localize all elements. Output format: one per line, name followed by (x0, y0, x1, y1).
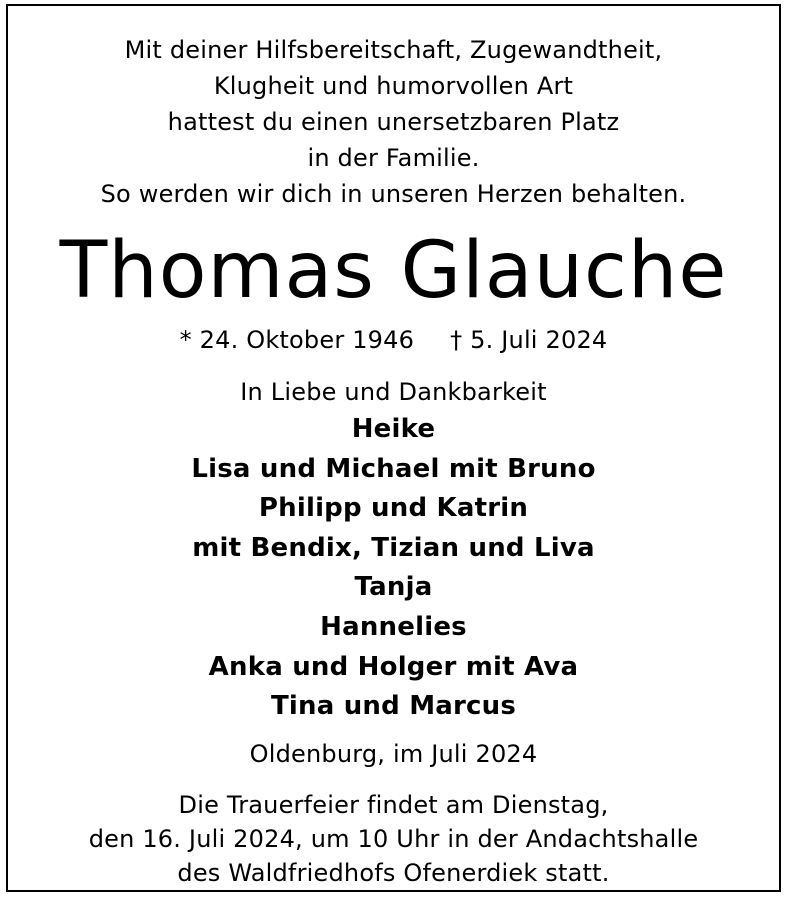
service-line: den 16. Juli 2024, um 10 Uhr in der Andachtshalle (88, 825, 699, 853)
service-line: Die Trauerfeier findet am Dienstag, (178, 791, 609, 819)
mourner-line: Philipp und Katrin (258, 493, 529, 524)
mourner-line: Hannelies (320, 611, 467, 642)
thanks-line: In Liebe und Dankbarkeit (240, 378, 547, 406)
service-line: des Waldfriedhofs Ofenerdiek statt. (177, 859, 610, 887)
life-dates (8, 322, 779, 358)
mourner-line: Tina und Marcus (270, 691, 517, 722)
mourner-line: Lisa und Michael mit Bruno (191, 453, 596, 484)
funeral-service-info (8, 788, 779, 890)
mourner-line: Heike (351, 414, 436, 444)
intro-line: in der Familie. (307, 144, 480, 172)
intro-line: Mit deiner Hilfsbereitschaft, Zugewandtheit, (124, 36, 663, 64)
mourner-line: mit Bendix, Tizian und Liva (192, 532, 595, 563)
intro-line: hattest du einen unersetzbaren Platz (167, 108, 620, 136)
place-and-date: Oldenburg, im Juli 2024 (249, 740, 538, 768)
mourners-list (8, 410, 779, 727)
deceased-name: Thomas Glauche (59, 226, 728, 316)
intro-line: So werden wir dich in unseren Herzen behalten. (100, 180, 687, 208)
obituary-notice (6, 4, 781, 892)
intro-text (8, 32, 779, 212)
intro-line: Klugheit und humorvollen Art (213, 72, 574, 100)
death-date: † 5. Juli 2024 (450, 326, 608, 354)
mourner-line: Anka und Holger mit Ava (208, 651, 579, 682)
mourner-line: Tanja (354, 572, 433, 603)
birth-date: * 24. Oktober 1946 (179, 326, 415, 354)
